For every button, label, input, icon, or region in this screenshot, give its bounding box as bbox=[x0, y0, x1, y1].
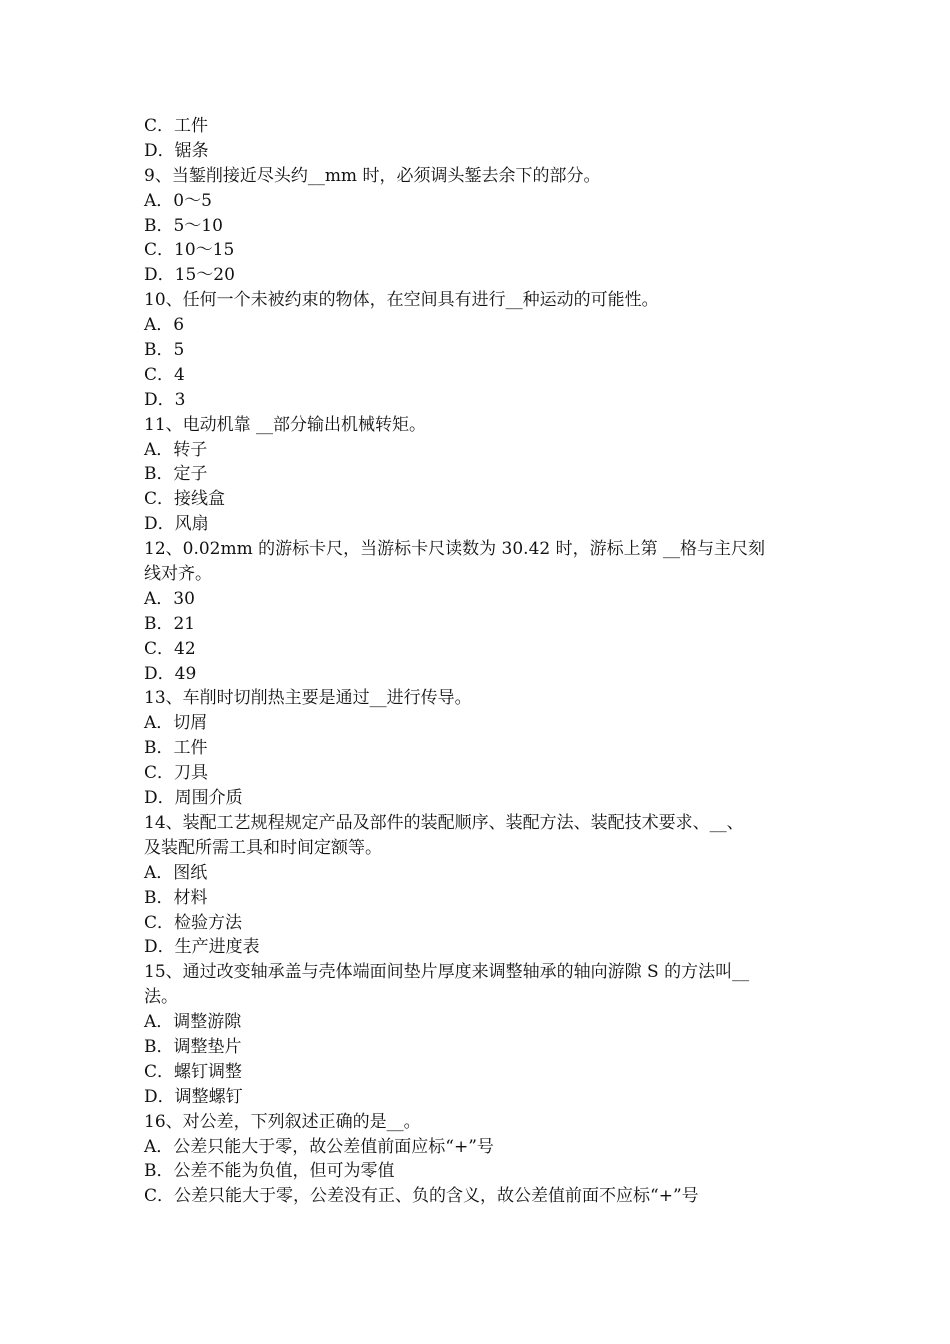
option-line: A．切屑 bbox=[144, 713, 208, 734]
question-12: 12、0.02mm 的游标卡尺，当游标卡尺读数为 30.42 时，游标上第 __格与主尺刻 bbox=[144, 539, 766, 560]
option-line: B．5～10 bbox=[144, 215, 223, 236]
question-14: 14、装配工艺规程规定产品及部件的装配顺序、装配方法、装配技术要求、__、 bbox=[144, 812, 744, 833]
option-line: B．材料 bbox=[144, 887, 208, 908]
question-11: 11、电动机靠 __部分输出机械转矩。 bbox=[144, 414, 427, 435]
document-body bbox=[144, 114, 814, 1209]
option-line: D．生产进度表 bbox=[144, 937, 260, 958]
question-16: 16、对公差，下列叙述正确的是__。 bbox=[144, 1111, 421, 1132]
option-line: C．公差只能大于零，公差没有正、负的含义，故公差值前面不应标“+”号 bbox=[144, 1186, 699, 1207]
option-line: C．工件 bbox=[144, 116, 209, 136]
option-line: A．30 bbox=[144, 588, 195, 609]
question-9: 9、当錾削接近尽头约__mm 时，必须调头錾去余下的部分。 bbox=[144, 165, 601, 186]
question-15-continued: 法。 bbox=[144, 987, 178, 1008]
option-line: B．定子 bbox=[144, 464, 208, 485]
option-line: D．周围介质 bbox=[144, 788, 243, 809]
option-line: C．10～15 bbox=[144, 240, 235, 261]
option-line: A．转子 bbox=[144, 439, 208, 460]
option-line: A．0～5 bbox=[144, 190, 212, 211]
option-line: A．图纸 bbox=[144, 862, 208, 883]
option-line: C．4 bbox=[144, 364, 185, 385]
option-line: C．检验方法 bbox=[144, 912, 243, 933]
option-line: D．调整螺钉 bbox=[144, 1086, 243, 1107]
option-line: A．6 bbox=[144, 315, 185, 336]
option-line: A．公差只能大于零，故公差值前面应标“+”号 bbox=[144, 1136, 494, 1157]
question-13: 13、车削时切削热主要是通过__进行传导。 bbox=[144, 688, 472, 709]
option-line: C．42 bbox=[144, 638, 196, 659]
option-line: D．49 bbox=[144, 663, 197, 684]
question-10: 10、任何一个未被约束的物体，在空间具有进行__种运动的可能性。 bbox=[144, 290, 659, 311]
option-line: D．15～20 bbox=[144, 265, 235, 286]
option-line: B．21 bbox=[144, 613, 196, 634]
question-14-continued: 及装配所需工具和时间定额等。 bbox=[144, 837, 382, 858]
option-line: D．风扇 bbox=[144, 514, 209, 535]
question-15: 15、通过改变轴承盖与壳体端面间垫片厚度来调整轴承的轴向游隙 S 的方法叫__ bbox=[144, 962, 750, 983]
option-line: B．调整垫片 bbox=[144, 1036, 242, 1057]
option-line: D．锯条 bbox=[144, 140, 209, 161]
option-line: B．公差不能为负值，但可为零值 bbox=[144, 1161, 395, 1182]
option-line: C．螺钉调整 bbox=[144, 1061, 243, 1082]
option-line: B．工件 bbox=[144, 738, 208, 759]
option-line: B．5 bbox=[144, 340, 185, 361]
option-line: A．调整游隙 bbox=[144, 1012, 242, 1033]
question-12-continued: 线对齐。 bbox=[144, 564, 212, 585]
option-line: C．接线盒 bbox=[144, 489, 226, 510]
option-line: C．刀具 bbox=[144, 763, 209, 784]
option-line: D．3 bbox=[144, 389, 186, 410]
